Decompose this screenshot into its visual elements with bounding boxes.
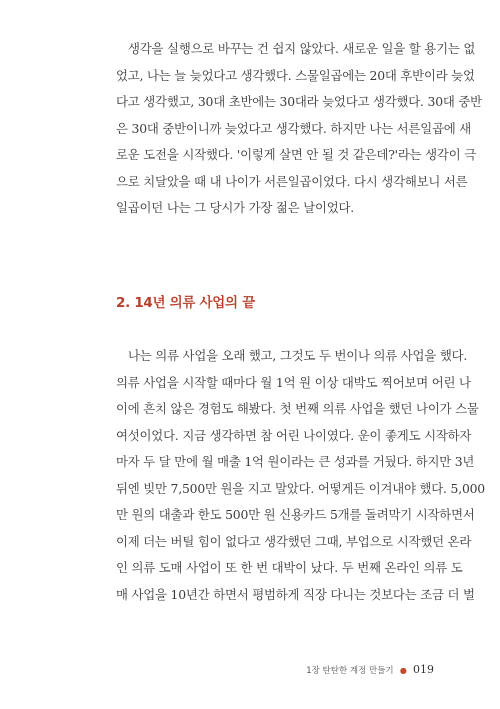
text-line: 인 의류 도매 사업이 또 한 번 대박이 났다. 두 번째 온라인 의류 도 (116, 560, 463, 575)
text-line: 다고 생각했고, 30대 초반에는 30대라 늦었다고 생각했다. 30대 중반 (116, 94, 482, 109)
separator-dot-icon: ● (399, 666, 407, 675)
text-line: 이에 흔치 않은 경험도 해봤다. 첫 번째 의류 사업을 했던 나이가 스물 (116, 401, 479, 416)
text-line: 이제 더는 버틸 힘이 없다고 생각했던 그때, 부업으로 시작했던 온라 (116, 533, 472, 549)
page-number: 019 (413, 663, 434, 676)
text-line: 생각을 실행으로 바꾸는 건 쉽지 않았다. 새로운 일을 할 용기는 없 (128, 41, 476, 56)
text-line: 의류 사업을 시작할 때마다 월 1억 원 이상 대박도 찍어보며 어린 나 (116, 374, 471, 390)
text-line: 은 30대 중반이니까 늦었다고 생각했다. 하지만 나는 서른일곱에 새 (116, 120, 472, 136)
body-paragraph (116, 36, 482, 222)
text-line: 나는 의류 사업을 오래 했고, 그것도 두 번이나 의류 사업을 했다. (128, 348, 468, 363)
body-paragraph (116, 343, 485, 608)
text-line: 마자 두 달 만에 월 매출 1억 원이라는 큰 성과를 거뒀다. 하지만 3년 (116, 454, 475, 469)
section-heading: 2. 14년 의류 사업의 끝 (116, 295, 255, 311)
text-line: 일곱이던 나는 그 당시가 가장 젊은 날이었다. (116, 200, 355, 215)
text-line: 뒤엔 빚만 7,500만 원을 지고 말았다. 어떻게든 이겨내야 했다. 5,000 (116, 480, 485, 496)
text-line: 로운 도전을 시작했다. '이렇게 살면 안 될 것 같은데?'라는 생각이 극 (116, 147, 476, 162)
page-footer (306, 663, 434, 676)
text-line: 었고, 나는 늘 늦었다고 생각했다. 스물일곱에는 20대 후반이라 늦었 (116, 67, 475, 83)
text-line: 으로 치달았을 때 내 나이가 서른일곱이었다. 다시 생각해보니 서른 (116, 173, 468, 189)
text-line: 매 사업을 10년간 하면서 평범하게 직장 다니는 것보다는 조금 더 벌 (116, 586, 475, 602)
chapter-title: 1장 탄탄한 계정 만들기 (306, 666, 394, 676)
text-line: 만 원의 대출과 한도 500만 원 신용카드 5개를 돌려막기 시작하면서 (116, 507, 475, 522)
text-line: 여섯이었다. 지금 생각하면 참 어린 나이였다. 운이 좋게도 시작하자 (116, 427, 472, 443)
